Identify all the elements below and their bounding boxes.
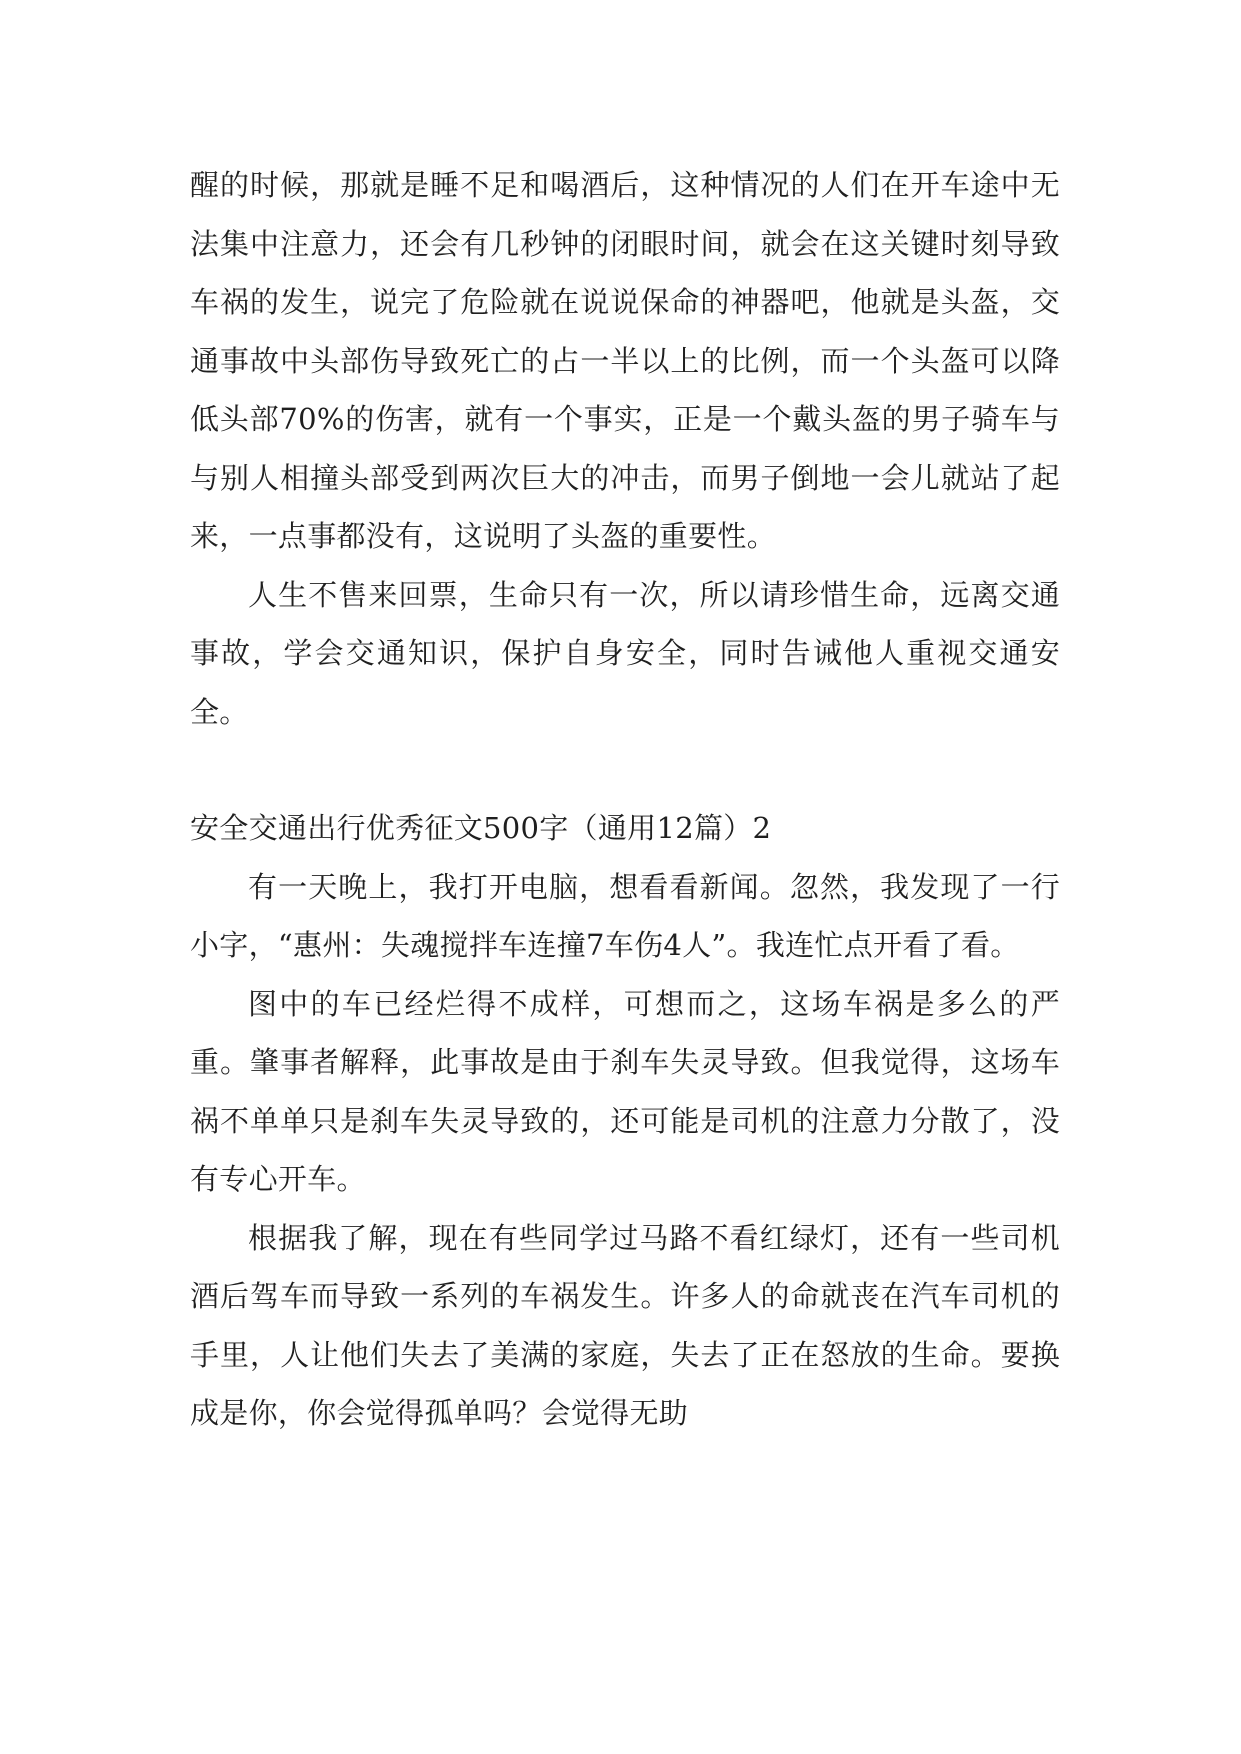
paragraph-helmet: 醒的时候，那就是睡不足和喝酒后，这种情况的人们在开车途中无法集中注意力，还会有几秒钟的闭眼时间，就会在这关键时刻导致车祸的发生，说完了危险就在说说保命的神器吧，他就是头盔，交通事故中头部伤导致死亡的占一半以上的比例，而一个头盔可以降低头部70%的伤害，就有一个事实，正是一个戴头盔的男子骑车与与别人相撞头部受到两次巨大的冲击，而男子倒地一会儿就站了起来，一点事都没有，这说明了头盔的重要性。 xyxy=(190,168,1060,553)
section-heading: 安全交通出行优秀征文500字（通用12篇）2 xyxy=(190,811,772,845)
document-body xyxy=(190,156,1060,1443)
paragraph-accident: 图中的车已经烂得不成样，可想而之，这场车祸是多么的严重。肇事者解释，此事故是由于刹车失灵导致。但我觉得，这场车祸不单单只是刹车失灵导致的，还可能是司机的注意力分散了，没有专心开车。 xyxy=(190,986,1060,1196)
paragraph-cherish-life: 人生不售来回票，生命只有一次，所以请珍惜生命，远离交通事故，学会交通知识，保护自身安全，同时告诫他人重视交通安全。 xyxy=(190,577,1060,729)
paragraph-traffic-lights: 根据我了解，现在有些同学过马路不看红绿灯，还有一些司机酒后驾车而导致一系列的车祸发生。许多人的命就丧在汽车司机的手里，人让他们失去了美满的家庭，失去了正在怒放的生命。要换成是你，你会觉得孤单吗？会觉得无助 xyxy=(190,1220,1060,1430)
paragraph-news: 有一天晚上，我打开电脑，想看看新闻。忽然，我发现了一行小字，“惠州：失魂搅拌车连撞7车伤4人”。我连忙点开看了看。 xyxy=(190,869,1060,962)
